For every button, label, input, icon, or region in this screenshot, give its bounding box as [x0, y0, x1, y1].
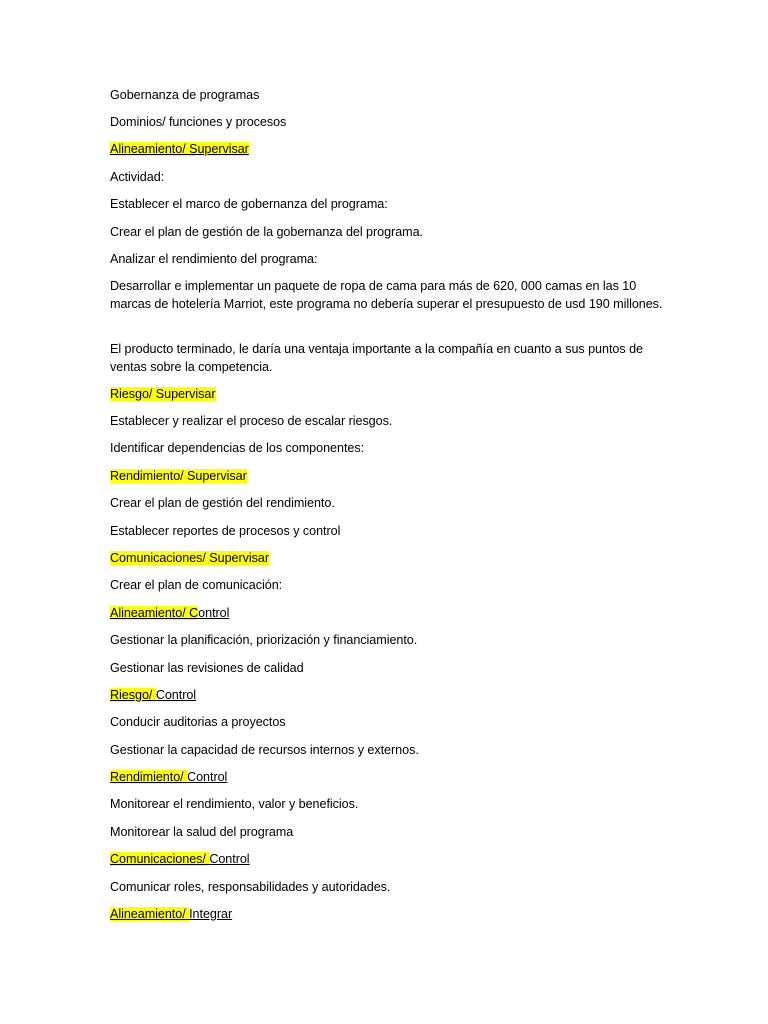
- highlighted-heading: Alineamiento/: [110, 907, 190, 921]
- paragraph: Crear el plan de comunicación:: [110, 578, 283, 592]
- heading-rest: Integrar: [189, 907, 233, 921]
- section-heading-alineamiento-control: [110, 604, 229, 622]
- paragraph: Gestionar la capacidad de recursos internos y externos.: [110, 743, 419, 757]
- highlighted-heading: Rendimiento/ Supervisar: [110, 469, 247, 483]
- paragraph: Monitorear el rendimiento, valor y beneficios.: [110, 797, 359, 811]
- paragraph: Establecer y realizar el proceso de escalar riesgos.: [110, 414, 393, 428]
- paragraph: Crear el plan de gestión de la gobernanza del programa.: [110, 225, 423, 239]
- paragraph: Gestionar las revisiones de calidad: [110, 661, 304, 675]
- section-heading-riesgo-control: [110, 686, 196, 704]
- document-subtitle: Dominios/ funciones y procesos: [110, 115, 287, 129]
- paragraph: Establecer el marco de gobernanza del programa:: [110, 197, 388, 211]
- paragraph: Gestionar la planificación, priorización y financiamiento.: [110, 633, 418, 647]
- highlighted-heading: Alineamiento/ C: [110, 606, 199, 620]
- paragraph: Analizar el rendimiento del programa:: [110, 252, 318, 266]
- section-heading-rendimiento-control: [110, 768, 227, 786]
- heading-rest: Control: [155, 688, 197, 702]
- activity-label: Actividad:: [110, 170, 165, 184]
- section-heading-alineamiento-supervisar: [110, 140, 249, 158]
- highlighted-heading: Riesgo/: [110, 688, 156, 702]
- paragraph: Conducir auditorias a proyectos: [110, 715, 286, 729]
- highlighted-heading: Rendimiento/: [110, 770, 188, 784]
- heading-rest: Control: [209, 852, 250, 866]
- paragraph-multiline: El producto terminado, le daría una ventaja importante a la compañía en cuanto a sus puntos de ventas sobre la competencia.: [110, 342, 643, 374]
- paragraph: Monitorear la salud del programa: [110, 825, 294, 839]
- section-heading-comunicaciones-control: [110, 850, 250, 868]
- paragraph: Identificar dependencias de los componentes:: [110, 441, 365, 455]
- section-heading-comunicaciones-supervisar: [110, 549, 269, 567]
- paragraph-multiline: Desarrollar e implementar un paquete de ropa de cama para más de 620, 000 camas en las 10 marcas de hotelería Marriot, este programa no debería superar el presupuesto de usd 190 millones.: [110, 279, 663, 311]
- paragraph: Comunicar roles, responsabilidades y autoridades.: [110, 880, 391, 894]
- highlighted-heading: Riesgo/ Supervisar: [110, 387, 216, 401]
- highlighted-heading: Comunicaciones/: [110, 852, 210, 866]
- heading-rest: Control: [187, 770, 228, 784]
- paragraph: Crear el plan de gestión del rendimiento.: [110, 496, 335, 510]
- section-heading-alineamiento-integrar: [110, 905, 232, 923]
- section-heading-rendimiento-supervisar: [110, 467, 247, 485]
- heading-rest: ontrol: [198, 606, 230, 620]
- highlighted-heading: Comunicaciones/ Supervisar: [110, 551, 269, 565]
- document-title: Gobernanza de programas: [110, 88, 260, 102]
- paragraph: Establecer reportes de procesos y control: [110, 524, 341, 538]
- section-heading-riesgo-supervisar: [110, 385, 216, 403]
- highlighted-heading: Alineamiento/ Supervisar: [110, 142, 249, 156]
